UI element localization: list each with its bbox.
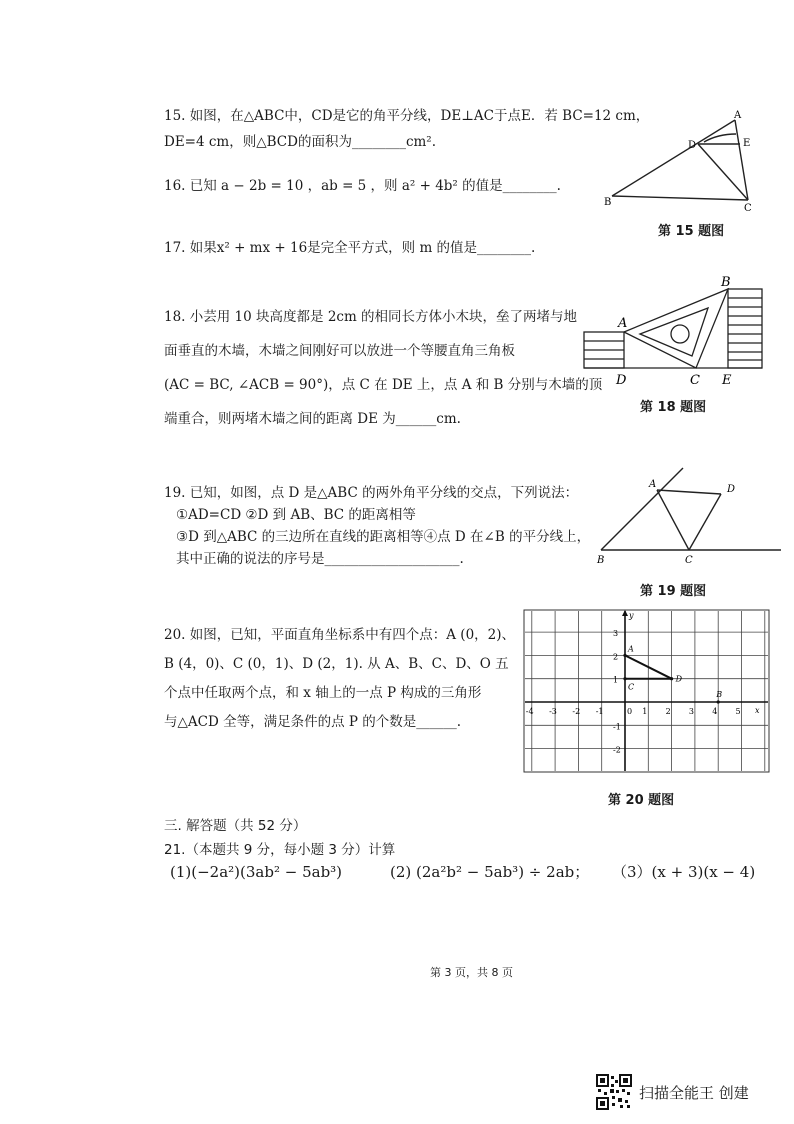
q20-line2: B (4，0)、C (0，1)、D (2，1). 从 A、B、C、D、O 五	[164, 656, 509, 672]
q18-label-b: B	[721, 275, 731, 290]
point-b	[717, 700, 720, 703]
right-wall	[728, 289, 762, 368]
y-tick-label: 3	[613, 629, 619, 639]
segment-ad	[657, 490, 721, 494]
y-axis-arrow	[622, 610, 628, 616]
q15-label-b: B	[604, 197, 612, 208]
x-tick-label: 0	[627, 707, 633, 716]
point-label-b: B	[716, 690, 723, 699]
q19-line2: ①AD=CD ②D 到 AB、BC 的距离相等	[176, 507, 416, 523]
x-tick-label: 5	[735, 707, 741, 716]
x-tick-label: 4	[712, 707, 718, 716]
q19-caption: 第 19 题图	[640, 584, 707, 599]
q15-figure	[600, 108, 765, 213]
qr-code-icon	[596, 1074, 632, 1110]
page-number: 第 3 页，共 8 页	[430, 966, 513, 979]
point-c	[623, 677, 626, 680]
y-axis-label: y	[629, 611, 634, 620]
q18-label-a: A	[618, 316, 628, 331]
x-tick-label: -1	[595, 707, 604, 716]
q18-figure	[580, 272, 770, 390]
q18-line1: 18. 小芸用 10 块高度都是 2cm 的相同长方体小木块，垒了两堵与地	[164, 309, 578, 325]
ray-ba	[601, 468, 683, 550]
q20-caption: 第 20 题图	[608, 793, 675, 808]
q18-line4: 端重合，则两堵木墙之间的距离 DE 为______cm.	[164, 411, 461, 427]
scanner-brand: 扫描全能王 创建	[639, 1084, 749, 1102]
q20-line4: 与△ACD 全等，满足条件的点 P 的个数是______.	[164, 714, 462, 730]
q18-caption: 第 18 题图	[640, 400, 707, 415]
q19-figure	[595, 462, 785, 570]
q15-label-d: D	[688, 140, 697, 151]
q19-line1: 19. 已知，如图，点 D 是△ABC 的两外角平分线的交点，下列说法：	[164, 485, 579, 501]
q21-part3: （3）(x + 3)(x − 4)	[612, 863, 756, 881]
y-tick-label: -2	[613, 745, 621, 755]
q15-label-c: C	[744, 203, 752, 213]
point-label-d: D	[675, 674, 683, 684]
q20-coordinate-grid	[522, 608, 774, 776]
side-ac	[657, 490, 689, 550]
triangle-inner	[640, 308, 708, 356]
q19-label-a: A	[649, 479, 657, 490]
arc-mark	[704, 134, 736, 142]
side-bc	[612, 196, 748, 200]
q18-label-c: C	[690, 373, 700, 388]
q21-part1: (1)(−2a²)(3ab² − 5ab³)	[170, 863, 343, 881]
q18-label-e: E	[722, 373, 732, 388]
x-tick-label: 1	[642, 707, 648, 716]
q15-line1: 15. 如图，在△ABC中，CD是它的角平分线，DE⊥AC于点E．若 BC=12 cm，	[164, 108, 650, 124]
q20-line3: 个点中任取两个点，和 x 轴上的一点 P 构成的三角形	[164, 685, 482, 701]
x-axis-label: x	[755, 706, 760, 715]
right-triangle	[624, 289, 728, 368]
section3-title: 三. 解答题（共 52 分）	[164, 818, 307, 834]
side-ba	[612, 120, 735, 196]
q19-label-d: D	[727, 484, 736, 495]
y-tick-label: 1	[613, 675, 619, 685]
x-tick-label: -3	[549, 707, 557, 716]
x-tick-label: -4	[525, 707, 534, 716]
q20-line1: 20. 如图，已知，平面直角坐标系中有四个点：A (0，2)、	[164, 627, 516, 643]
q21-title: 21.（本题共 9 分，每小题 3 分）计算	[164, 842, 396, 858]
grid-border	[524, 610, 769, 772]
point-label-c: C	[628, 682, 635, 692]
point-d	[670, 677, 673, 680]
y-tick-label: -1	[613, 722, 621, 732]
q19-label-c: C	[685, 555, 693, 566]
q19-line4: 其中正确的说法的序号是____________________.	[176, 551, 464, 567]
q19-label-b: B	[597, 555, 605, 566]
q15-line2: DE=4 cm，则△BCD的面积为________cm².	[164, 134, 437, 150]
q18-line3: (AC = BC, ∠ACB = 90°)，点 C 在 DE 上，点 A 和 B 分别与木墙的顶	[164, 377, 603, 393]
x-tick-label: -2	[572, 707, 581, 716]
q15-label-e: E	[743, 138, 751, 149]
x-tick-label: 2	[665, 707, 671, 716]
q19-line3: ③D 到△ABC 的三边所在直线的距离相等④点 D 在∠B 的平分线上，	[176, 529, 591, 545]
point-a	[623, 654, 626, 657]
x-tick-label: 3	[688, 707, 694, 716]
q15-label-a: A	[734, 110, 742, 121]
triangle-hole	[671, 325, 689, 343]
y-tick-label: 2	[613, 652, 619, 662]
q16-text: 16. 已知 a − 2b = 10 ，ab = 5 ，则 a² + 4b² 的值是________.	[164, 178, 561, 194]
q18-line2: 面垂直的木墙，木墙之间刚好可以放进一个等腰直角三角板	[164, 343, 515, 359]
segment-cd	[689, 494, 721, 550]
q21-part2: (2) (2a²b² − 5ab³) ÷ 2ab；	[390, 863, 590, 881]
q18-label-d: D	[616, 373, 627, 388]
q17-text: 17. 如果x² + mx + 16是完全平方式，则 m 的值是________.	[164, 240, 536, 256]
point-label-a: A	[628, 644, 634, 654]
q15-caption: 第 15 题图	[658, 224, 725, 239]
